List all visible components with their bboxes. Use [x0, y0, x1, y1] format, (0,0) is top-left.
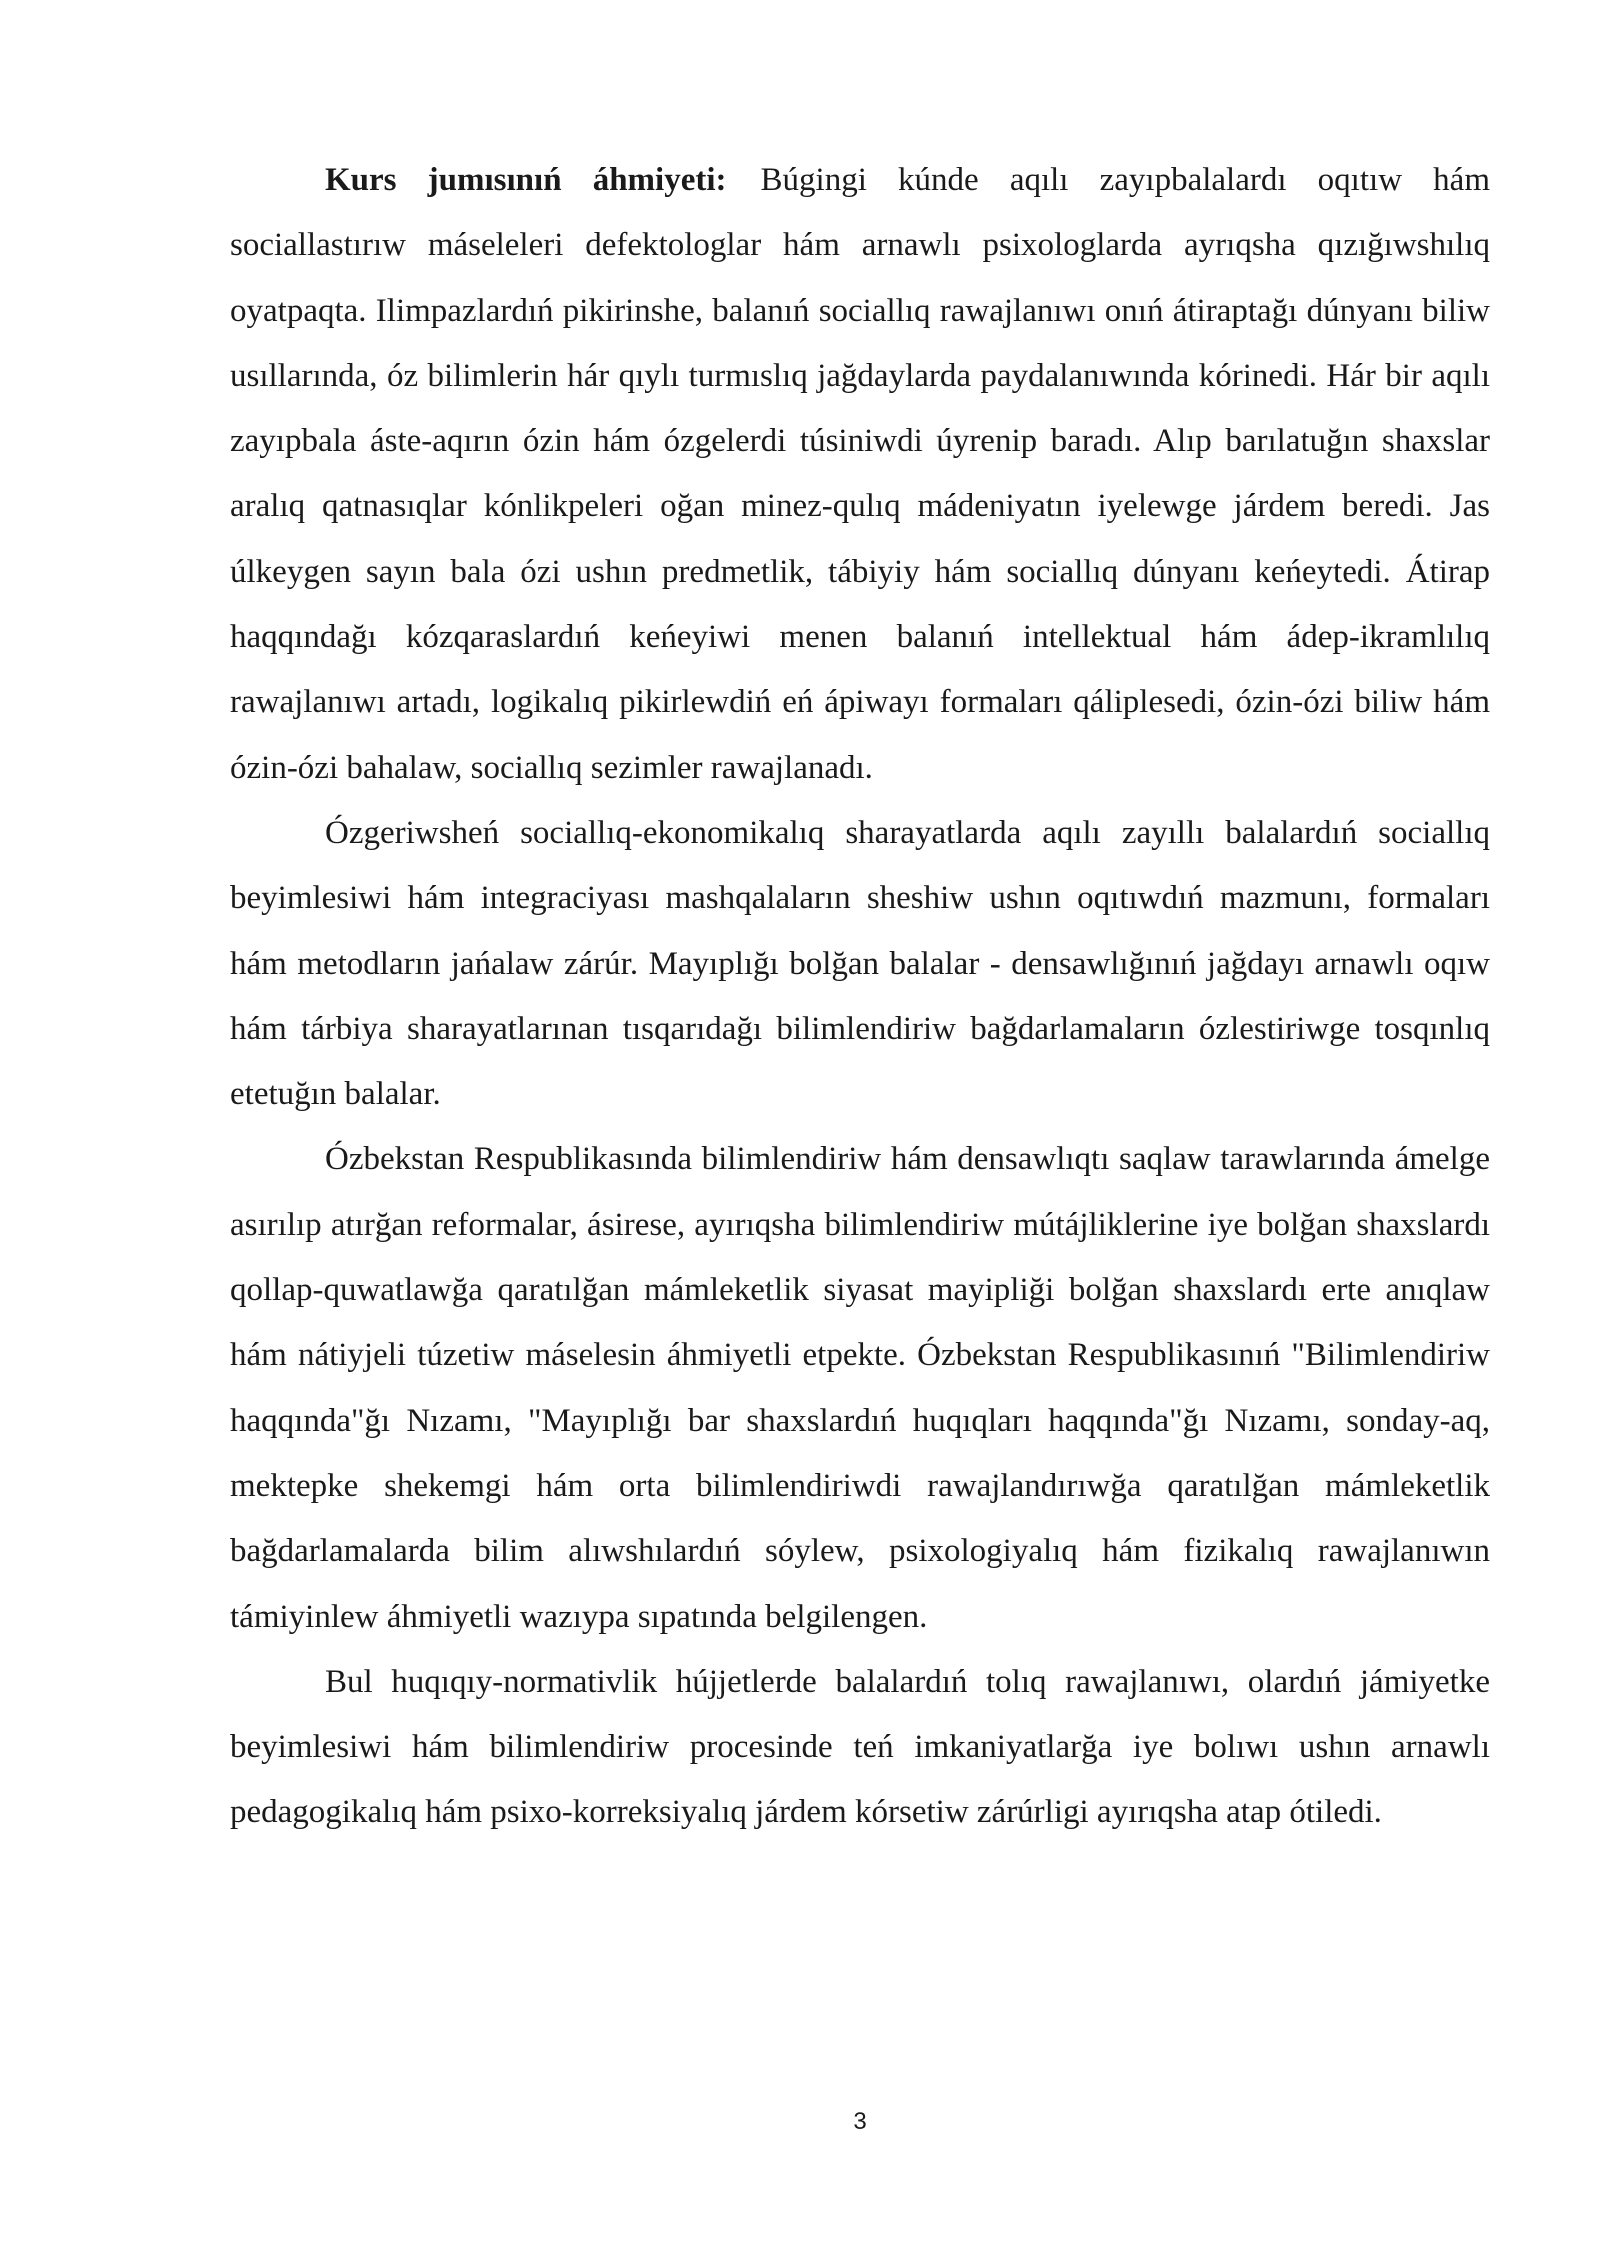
paragraph-1 [230, 148, 1490, 801]
page-number: 3 [853, 2108, 867, 2135]
section-heading: Kurs jumısınıń áhmiyeti: [325, 162, 727, 198]
document-body [230, 148, 1490, 1846]
paragraph-2: Ózgeriwsheń sociallıq-ekonomikalıq sharayatlarda aqılı zayıllı balalardıń sociallıq beyimlesiwi hám integraciyası mashqalaların sheshiw ushın oqıtıwdıń mazmunı, formaları hám metodların jańalaw zárúr. Mayıplığı bolğan balalar - densawlığınıń jağdayı arnawlı oqıw hám tárbiya sharayatlarınan tısqarıdağı bilimlendiriw bağdarlamaların ózlestiriwge tosqınlıq etetuğın balalar. [230, 814, 1490, 1113]
paragraph-1-text: Búgingi kúnde aqılı zayıpbalalardı oqıtıw hám sociallastırıw máseleleri defektologlar hám arnawlı psixologlarda ayrıqsha qızığıwshılıq oyatpaqta. Ilimpazlardıń pikirinshe, balanıń sociallıq rawajlanıwı onıń átiraptağı dúnyanı biliw usıllarında, óz bilimlerin hár qıylı turmıslıq jağdaylarda paydalanıwında kórinedi. Hár bir aqılı zayıpbala áste-aqırın ózin hám ózgelerdi túsiniwdi úyrenip baradı. Alıp barılatuğın shaxslar aralıq qatnasıqlar kónlikpeleri oğan minez-qulıq mádeniyatın iyelewge járdem beredi. Jas úlkeygen sayın bala ózi ushın predmetlik, tábiyiy hám sociallıq dúnyanı keńeytedi. Átirap haqqındağı kózqaraslardıń keńeyiwi menen balanıń intellektual hám ádep-ikramlılıq rawajlanıwı artadı, logikalıq pikirlewdiń eń ápiwayı formaları qáliplesedi, ózin-ózi biliw hám ózin-ózi bahalaw, sociallıq sezimler rawajlanadı. [230, 162, 1490, 786]
paragraph-4: Bul huqıqıy-normativlik hújjetlerde balalardıń tolıq rawajlanıwı, olardıń jámiyetke beyimlesiwi hám bilimlendiriw procesinde teń imkaniyatlarğa iye bolıwı ushın arnawlı pedagogikalıq hám psixo-korreksiyalıq járdem kórsetiw zárúrligi ayırıqsha atap ótiledi. [230, 1663, 1490, 1831]
paragraph-3: Ózbekstan Respublikasında bilimlendiriw hám densawlıqtı saqlaw tarawlarında ámelge asırılıp atırğan reformalar, ásirese, ayırıqsha bilimlendiriw mútájliklerine iye bolğan shaxslardı qollap-quwatlawğa qaratılğan mámleketlik siyasat mayipliği bolğan shaxslardı erte anıqlaw hám nátiyjeli túzetiw máselesin áhmiyetli etpekte. Ózbekstan Respublikasınıń "Bilimlendiriw haqqında"ğı Nızamı, "Mayıplığı bar shaxslardıń huqıqları haqqında"ğı Nızamı, sonday-aq, mektepke shekemgi hám orta bilimlendiriwdi rawajlandırıwğa qaratılğan mámleketlik bağdarlamalarda bilim alıwshılardıń sóylew, psixologiyalıq hám fizikalıq rawajlanıwın támiyinlew áhmiyetli wazıypa sıpatında belgilengen. [230, 1141, 1490, 1635]
